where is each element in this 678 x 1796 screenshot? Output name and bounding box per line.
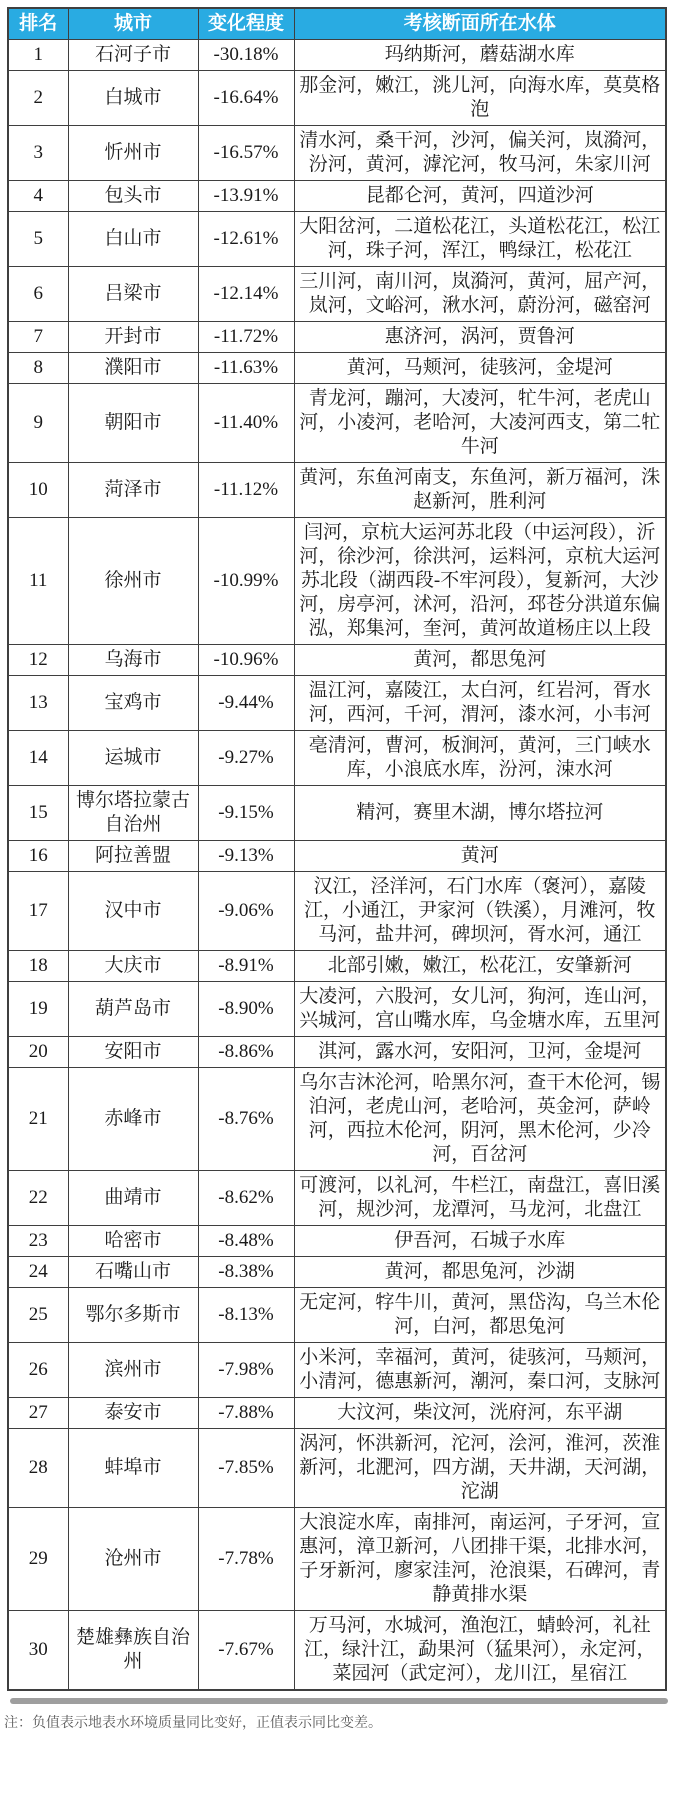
city-cell: 蚌埠市 (68, 1429, 198, 1508)
rank-cell: 7 (8, 322, 68, 353)
rank-cell: 26 (8, 1343, 68, 1398)
table-row (8, 322, 666, 353)
city-cell: 乌海市 (68, 645, 198, 676)
change-cell: -7.88% (198, 1398, 294, 1429)
header-waters: 考核断面所在水体 (294, 8, 666, 40)
waters-cell: 黄河，都思兔河 (294, 645, 666, 676)
table-row (8, 384, 666, 463)
rank-cell: 4 (8, 181, 68, 212)
change-cell: -9.13% (198, 841, 294, 872)
change-cell: -8.62% (198, 1171, 294, 1226)
waters-cell: 亳清河，曹河，板涧河，黄河，三门峡水库，小浪底水库，汾河，涑水河 (294, 731, 666, 786)
table-row (8, 841, 666, 872)
table-row (8, 676, 666, 731)
city-cell: 曲靖市 (68, 1171, 198, 1226)
table-row (8, 786, 666, 841)
waters-cell: 玛纳斯河，蘑菇湖水库 (294, 40, 666, 71)
change-cell: -12.61% (198, 212, 294, 267)
city-cell: 阿拉善盟 (68, 841, 198, 872)
table-row (8, 1171, 666, 1226)
change-cell: -8.13% (198, 1288, 294, 1343)
city-cell: 泰安市 (68, 1398, 198, 1429)
change-cell: -7.78% (198, 1508, 294, 1611)
change-cell: -11.40% (198, 384, 294, 463)
change-cell: -9.15% (198, 786, 294, 841)
waters-cell: 大阳岔河，二道松花江，头道松花江，松江河，珠子河，浑江，鸭绿江，松花江 (294, 212, 666, 267)
change-cell: -16.57% (198, 126, 294, 181)
table-row (8, 353, 666, 384)
table-row (8, 1343, 666, 1398)
rank-cell: 22 (8, 1171, 68, 1226)
table-row (8, 518, 666, 645)
rank-cell: 18 (8, 951, 68, 982)
city-cell: 朝阳市 (68, 384, 198, 463)
rank-cell: 8 (8, 353, 68, 384)
change-cell: -11.12% (198, 463, 294, 518)
rank-cell: 21 (8, 1068, 68, 1171)
change-cell: -9.44% (198, 676, 294, 731)
change-cell: -10.99% (198, 518, 294, 645)
city-cell: 沧州市 (68, 1508, 198, 1611)
table-row (8, 1429, 666, 1508)
waters-cell: 那金河，嫩江，洮儿河，向海水库，莫莫格泡 (294, 71, 666, 126)
waters-cell: 大凌河，六股河，女儿河，狗河，连山河，兴城河，宫山嘴水库，乌金塘水库，五里河 (294, 982, 666, 1037)
rank-cell: 17 (8, 872, 68, 951)
city-cell: 菏泽市 (68, 463, 198, 518)
city-cell: 汉中市 (68, 872, 198, 951)
change-cell: -12.14% (198, 267, 294, 322)
table-row (8, 1288, 666, 1343)
city-cell: 白城市 (68, 71, 198, 126)
waters-cell: 青龙河，蹦河，大凌河，牤牛河，老虎山河，小凌河，老哈河，大凌河西支，第二牤牛河 (294, 384, 666, 463)
rank-cell: 1 (8, 40, 68, 71)
change-cell: -8.91% (198, 951, 294, 982)
change-cell: -9.27% (198, 731, 294, 786)
rank-cell: 16 (8, 841, 68, 872)
table-row (8, 645, 666, 676)
city-cell: 赤峰市 (68, 1068, 198, 1171)
change-cell: -8.90% (198, 982, 294, 1037)
change-cell: -9.06% (198, 872, 294, 951)
table-header (8, 8, 666, 40)
rank-cell: 14 (8, 731, 68, 786)
city-cell: 楚雄彝族自治州 (68, 1611, 198, 1691)
rank-cell: 13 (8, 676, 68, 731)
table-row (8, 1398, 666, 1429)
waters-cell: 惠济河，涡河，贾鲁河 (294, 322, 666, 353)
change-cell: -16.64% (198, 71, 294, 126)
rank-cell: 28 (8, 1429, 68, 1508)
table-row (8, 1037, 666, 1068)
rank-cell: 23 (8, 1226, 68, 1257)
table-row (8, 731, 666, 786)
change-cell: -11.72% (198, 322, 294, 353)
rank-cell: 12 (8, 645, 68, 676)
rank-cell: 15 (8, 786, 68, 841)
change-cell: -11.63% (198, 353, 294, 384)
rank-cell: 5 (8, 212, 68, 267)
rank-cell: 11 (8, 518, 68, 645)
rank-cell: 19 (8, 982, 68, 1037)
waters-cell: 黄河，马颊河，徒骇河，金堤河 (294, 353, 666, 384)
city-cell: 石嘴山市 (68, 1257, 198, 1288)
waters-cell: 小米河，幸福河，黄河，徒骇河，马颊河，小清河，德惠新河，潮河，秦口河，支脉河 (294, 1343, 666, 1398)
city-cell: 石河子市 (68, 40, 198, 71)
city-cell: 安阳市 (68, 1037, 198, 1068)
city-cell: 运城市 (68, 731, 198, 786)
header-city: 城市 (68, 8, 198, 40)
rank-cell: 30 (8, 1611, 68, 1691)
waters-cell: 黄河，都思兔河，沙湖 (294, 1257, 666, 1288)
waters-cell: 汉江，泾洋河，石门水库（褒河），嘉陵江，小通江，尹家河（铁溪），月滩河，牧马河，盐井河，碑坝河，胥水河，通江 (294, 872, 666, 951)
waters-cell: 清水河，桑干河，沙河，偏关河，岚漪河，汾河，黄河，滹沱河，牧马河，朱家川河 (294, 126, 666, 181)
waters-cell: 无定河，牸牛川，黄河，黑岱沟，乌兰木伦河，白河，都思兔河 (294, 1288, 666, 1343)
table-row (8, 1068, 666, 1171)
waters-cell: 精河，赛里木湖，博尔塔拉河 (294, 786, 666, 841)
table-row (8, 181, 666, 212)
city-cell: 包头市 (68, 181, 198, 212)
waters-cell: 黄河 (294, 841, 666, 872)
change-cell: -8.76% (198, 1068, 294, 1171)
waters-cell: 可渡河，以礼河，牛栏江，南盘江，喜旧溪河，规沙河，龙潭河，马龙河，北盘江 (294, 1171, 666, 1226)
waters-cell: 伊吾河，石城子水库 (294, 1226, 666, 1257)
city-cell: 大庆市 (68, 951, 198, 982)
waters-cell: 涡河，怀洪新河，沱河，浍河，淮河，茨淮新河，北淝河，四方湖，天井湖，天河湖，沱湖 (294, 1429, 666, 1508)
table-row (8, 71, 666, 126)
change-cell: -8.48% (198, 1226, 294, 1257)
change-cell: -10.96% (198, 645, 294, 676)
table-row (8, 982, 666, 1037)
change-cell: -30.18% (198, 40, 294, 71)
table-row (8, 1508, 666, 1611)
rank-cell: 20 (8, 1037, 68, 1068)
table-row (8, 40, 666, 71)
city-cell: 徐州市 (68, 518, 198, 645)
header-change: 变化程度 (198, 8, 294, 40)
rank-cell: 29 (8, 1508, 68, 1611)
rank-cell: 25 (8, 1288, 68, 1343)
table-row (8, 212, 666, 267)
table-row (8, 872, 666, 951)
city-cell: 宝鸡市 (68, 676, 198, 731)
change-cell: -8.86% (198, 1037, 294, 1068)
waters-cell: 乌尔吉沐沦河，哈黑尔河，查干木伦河，锡泊河，老虎山河，老哈河，英金河，萨岭河，西拉木伦河，阴河，黑木伦河，少冷河，百岔河 (294, 1068, 666, 1171)
waters-cell: 万马河，水城河，渔泡江，蜻蛉河，礼社江，绿汁江，勐果河（猛果河），永定河，菜园河（武定河），龙川江，星宿江 (294, 1611, 666, 1691)
waters-cell: 闫河，京杭大运河苏北段（中运河段），沂河，徐沙河，徐洪河，运料河，京杭大运河苏北段（湖西段-不牢河段），复新河，大沙河，房亭河，沭河，沿河，邳苍分洪道东偏泓，郑集河，奎河，黄河故道杨庄以上段 (294, 518, 666, 645)
table-row (8, 126, 666, 181)
change-cell: -7.98% (198, 1343, 294, 1398)
waters-cell: 北部引嫩，嫩江，松花江，安肇新河 (294, 951, 666, 982)
rank-cell: 10 (8, 463, 68, 518)
city-cell: 濮阳市 (68, 353, 198, 384)
table-body (8, 40, 666, 1691)
change-cell: -8.38% (198, 1257, 294, 1288)
rank-cell: 9 (8, 384, 68, 463)
city-cell: 白山市 (68, 212, 198, 267)
waters-cell: 大汶河，柴汶河，洸府河，东平湖 (294, 1398, 666, 1429)
change-cell: -13.91% (198, 181, 294, 212)
table-row (8, 951, 666, 982)
table-row (8, 1611, 666, 1691)
city-cell: 博尔塔拉蒙古自治州 (68, 786, 198, 841)
table-row (8, 1226, 666, 1257)
change-cell: -7.67% (198, 1611, 294, 1691)
header-row (8, 8, 666, 40)
header-rank: 排名 (8, 8, 68, 40)
city-cell: 吕梁市 (68, 267, 198, 322)
city-cell: 鄂尔多斯市 (68, 1288, 198, 1343)
table-row (8, 463, 666, 518)
city-cell: 葫芦岛市 (68, 982, 198, 1037)
city-cell: 哈密市 (68, 1226, 198, 1257)
city-cell: 开封市 (68, 322, 198, 353)
city-cell: 滨州市 (68, 1343, 198, 1398)
table-row (8, 267, 666, 322)
water-quality-ranking-table (7, 7, 667, 1691)
city-cell: 忻州市 (68, 126, 198, 181)
waters-cell: 黄河，东鱼河南支，东鱼河，新万福河，洙赵新河，胜利河 (294, 463, 666, 518)
waters-cell: 淇河，露水河，安阳河，卫河，金堤河 (294, 1037, 666, 1068)
waters-cell: 昆都仑河，黄河，四道沙河 (294, 181, 666, 212)
rank-cell: 6 (8, 267, 68, 322)
rank-cell: 3 (8, 126, 68, 181)
rank-cell: 27 (8, 1398, 68, 1429)
footnote: 注：负值表示地表水环境质量同比变好，正值表示同比变差。 (4, 1714, 382, 1730)
waters-cell: 温江河，嘉陵江，太白河，红岩河，胥水河，西河，千河，渭河，漆水河，小韦河 (294, 676, 666, 731)
waters-cell: 三川河，南川河，岚漪河，黄河，屈产河，岚河，文峪河，湫水河，蔚汾河，磁窑河 (294, 267, 666, 322)
waters-cell: 大浪淀水库，南排河，南运河，子牙河，宣惠河，漳卫新河，八团排干渠，北排水河，子牙新河，廖家洼河，沧浪渠，石碑河，青静黄排水渠 (294, 1508, 666, 1611)
change-cell: -7.85% (198, 1429, 294, 1508)
rank-cell: 2 (8, 71, 68, 126)
divider-bar (10, 1698, 668, 1704)
table-row (8, 1257, 666, 1288)
rank-cell: 24 (8, 1257, 68, 1288)
